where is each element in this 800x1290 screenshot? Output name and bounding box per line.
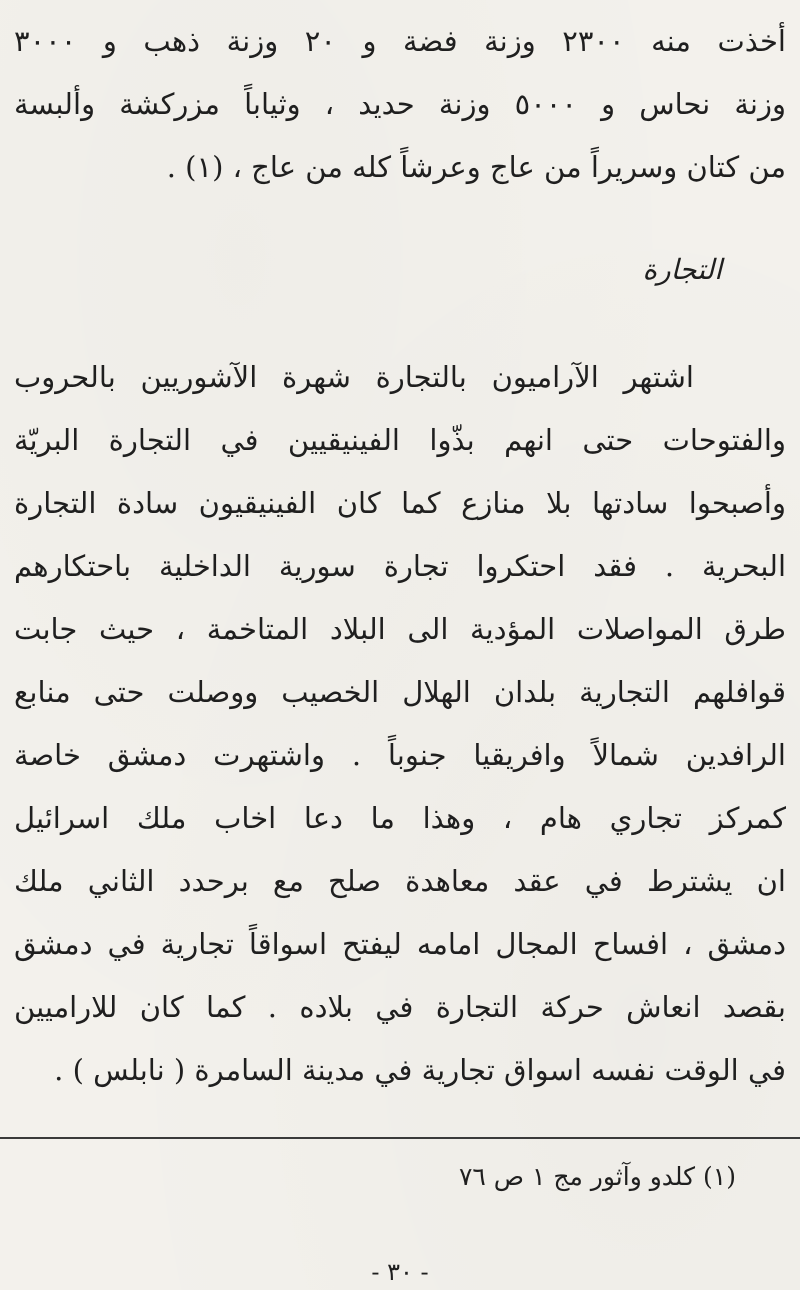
body-line: بقصد انعاش حركة التجارة في بلاده . كما كان للاراميين [14,990,786,1024]
body-line: دمشق ، افساح المجال امامه ليفتح اسواقاً تجارية في دمشق [14,927,786,961]
body-line: قوافلهم التجارية بلدان الهلال الخصيب ووصلت حتى منابع [14,675,786,709]
body-line: في الوقت نفسه اسواق تجارية في مدينة السامرة ( نابلس ) . [54,1053,786,1087]
body-line: وأصبحوا سادتها بلا منازع كما كان الفينيقيون سادة التجارة [14,486,786,520]
page-number: - ٣٠ - [371,1258,429,1286]
body-line: ان يشترط في عقد معاهدة صلح مع برحدد الثاني ملك [14,864,786,898]
intro-line: أخذت منه ٢٣٠٠ وزنة فضة و ٢٠ وزنة ذهب و ٣٠٠٠ [14,24,786,58]
intro-paragraph [14,10,786,199]
intro-line: من كتان وسريراً من عاج وعرشاً كله من عاج ، (١) . [166,150,786,184]
intro-line: وزنة نحاس و ٥٠٠٠ وزنة حديد ، وثياباً مزركشة وألبسة [14,87,786,121]
body-line: اشتهر الآراميون بالتجارة شهرة الآشوريين بالحروب [14,360,694,394]
section-heading: التجارة [642,253,722,286]
body-line: والفتوحات حتى انهم بذّوا الفينيقيين في التجارة البريّة [14,423,786,457]
body-paragraph [14,346,786,1102]
footnote-divider [0,1137,800,1139]
body-line: البحرية . فقد احتكروا تجارة سورية الداخلية باحتكارهم [14,549,786,583]
body-line: كمركز تجاري هام ، وهذا ما دعا اخاب ملك اسرائيل [14,801,786,835]
footnote: (١) كلدو وآثور مج ١ ص ٧٦ [458,1162,736,1191]
body-line: الرافدين شمالاً وافريقيا جنوباً . واشتهرت دمشق خاصة [14,738,786,772]
body-line: طرق المواصلات المؤدية الى البلاد المتاخمة ، حيث جابت [14,612,786,646]
